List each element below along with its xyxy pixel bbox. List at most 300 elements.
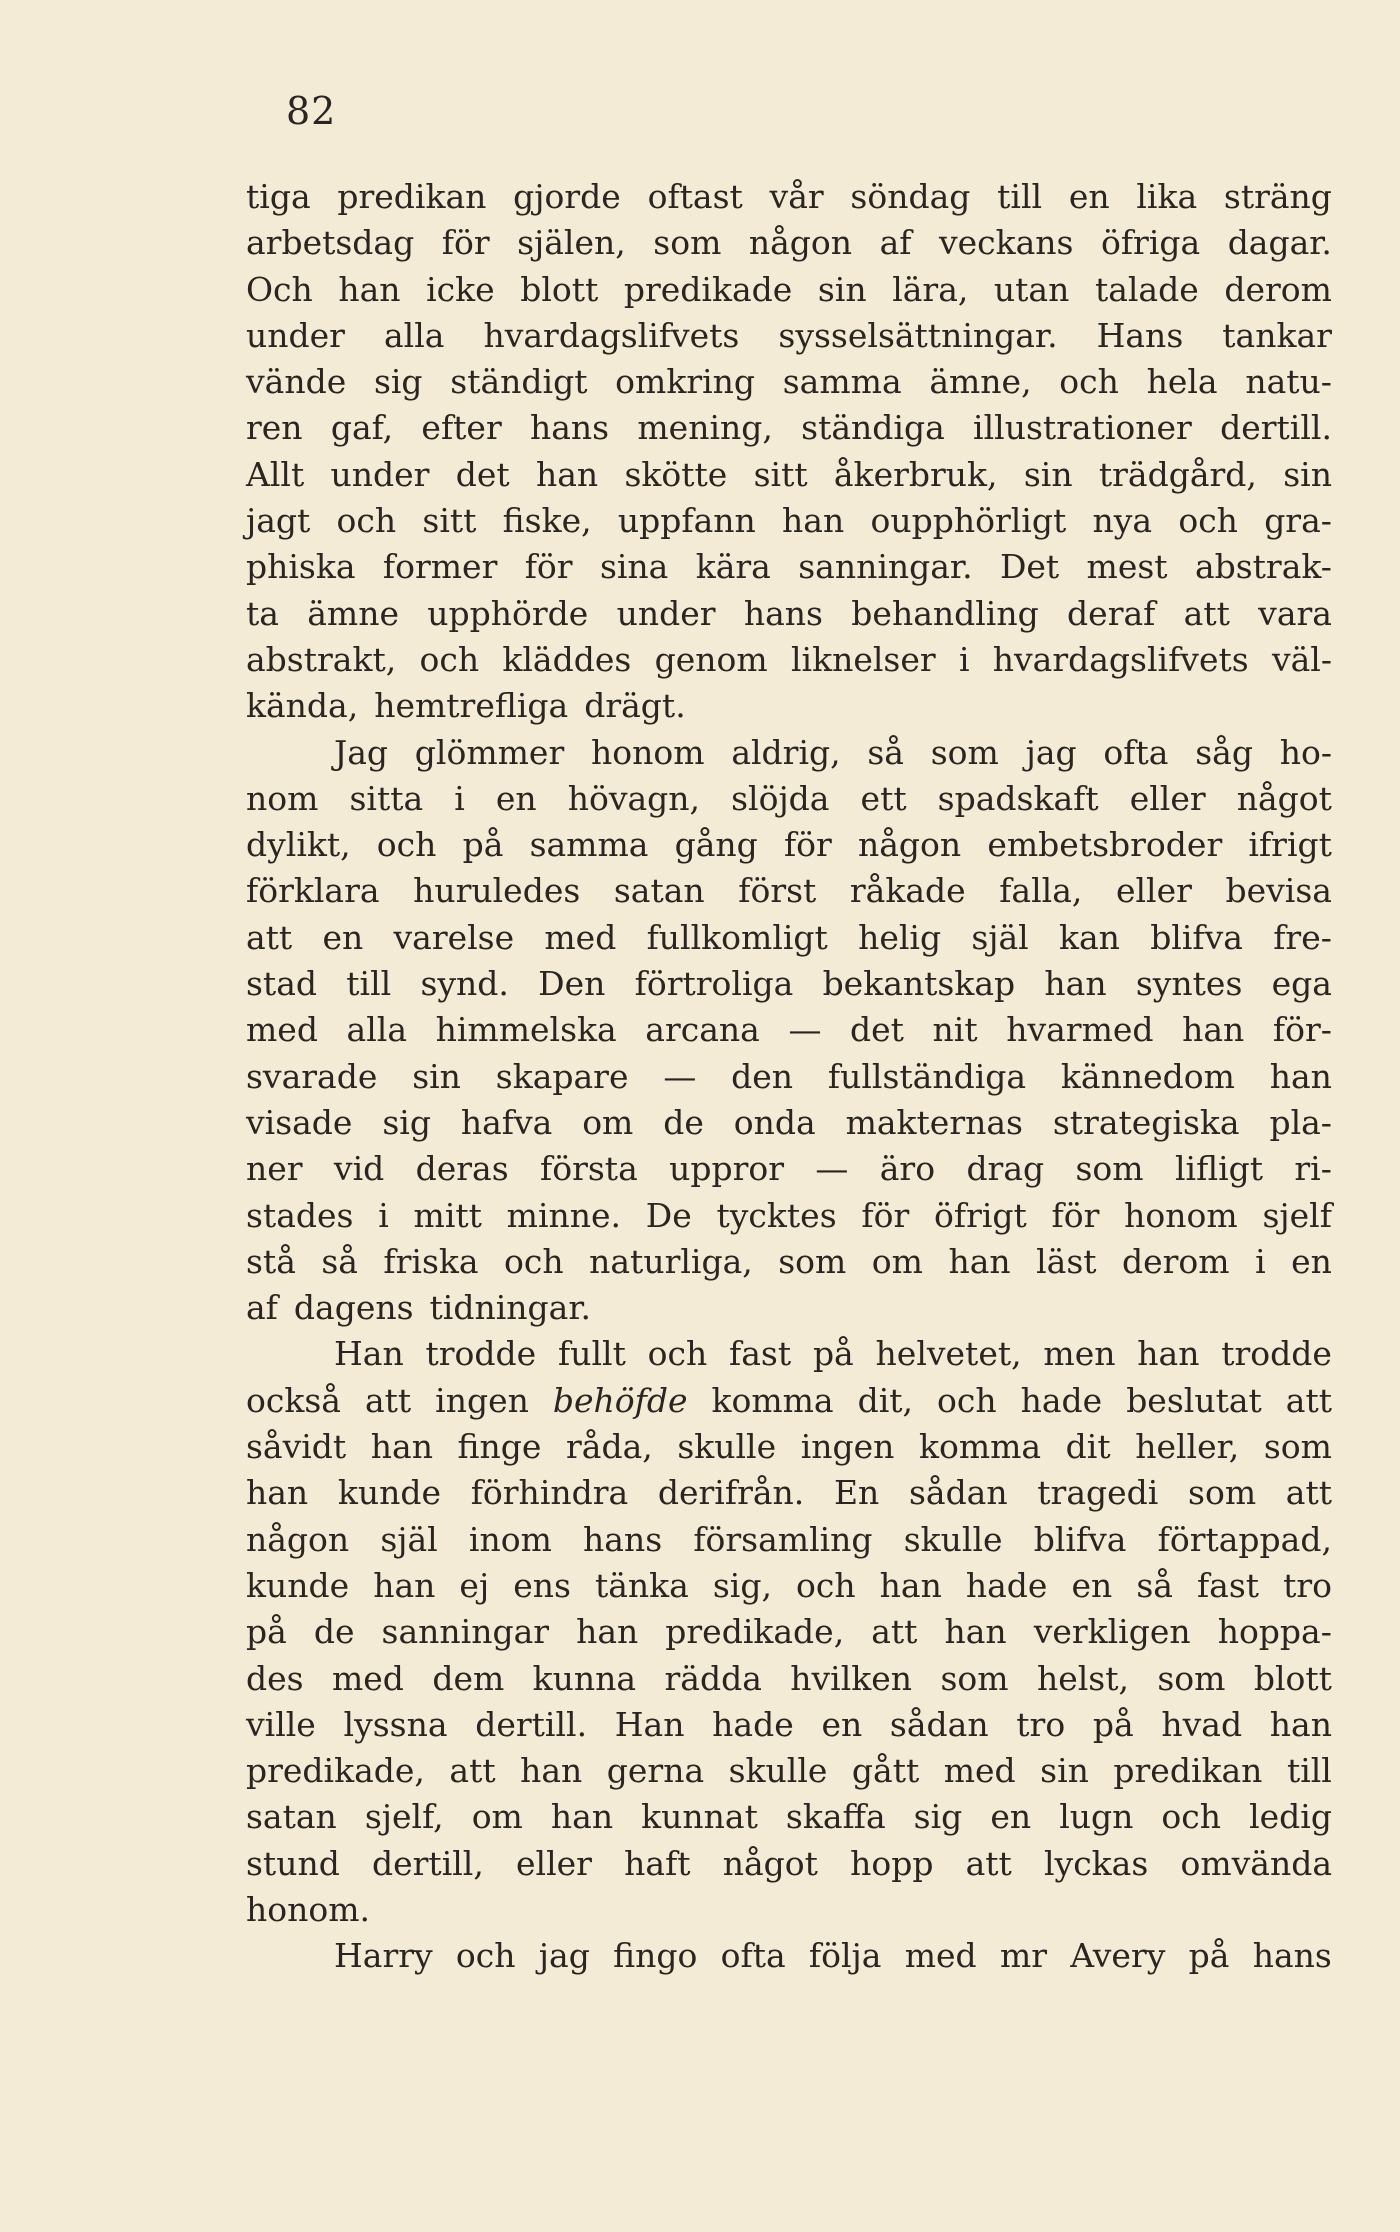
word: att	[1183, 593, 1230, 633]
word: han	[520, 1751, 583, 1791]
word: han	[338, 269, 401, 309]
word: han	[948, 1241, 1011, 1281]
word: satan	[246, 1797, 337, 1837]
word: dem	[432, 1658, 505, 1698]
text-line	[246, 1424, 1332, 1470]
word: kunnat	[641, 1797, 758, 1837]
word: ingen	[800, 1427, 895, 1467]
word: Och	[246, 269, 313, 309]
text-line	[246, 1933, 1332, 1979]
word: helig	[858, 917, 942, 957]
word: råkade	[849, 871, 966, 911]
word: någon	[748, 223, 853, 263]
word: gång	[674, 825, 758, 865]
text-line	[246, 1100, 1332, 1146]
word: af	[879, 223, 912, 263]
word: till	[1286, 1751, 1332, 1791]
word: skulle	[903, 1519, 1003, 1559]
word: sådan	[908, 1473, 1008, 1513]
word: hopp	[850, 1843, 934, 1883]
word: sin	[412, 1056, 461, 1096]
word: såvidt	[246, 1427, 347, 1467]
word: med	[904, 1936, 977, 1976]
word: ifrigt	[1248, 825, 1332, 865]
word: hade	[1020, 1380, 1103, 1420]
word: samma	[529, 825, 649, 865]
word: strategiska	[1052, 1102, 1240, 1142]
word: ega	[1271, 964, 1332, 1004]
word: till	[997, 177, 1043, 216]
word: han	[944, 1612, 1007, 1652]
word: också	[246, 1380, 341, 1420]
word: blifva	[1033, 1519, 1127, 1559]
word: behöfde	[552, 1380, 688, 1420]
word: en	[1071, 1565, 1113, 1605]
word: med	[943, 1751, 1016, 1791]
text-line	[246, 1146, 1332, 1192]
word: hafva	[460, 1102, 553, 1142]
word: heller,	[1135, 1427, 1240, 1467]
word: vid	[333, 1149, 385, 1189]
word: som	[653, 223, 722, 263]
word: fiske,	[502, 501, 592, 541]
word: hade	[712, 1704, 794, 1744]
text-line	[246, 591, 1332, 637]
word: dertill.	[1220, 408, 1332, 448]
word: förhindra	[470, 1473, 629, 1513]
word: slöjda	[731, 778, 830, 818]
word: för	[1051, 1195, 1100, 1235]
page-number: 82	[286, 89, 337, 133]
word: Allt	[246, 454, 305, 494]
word: hvardagslifvets	[992, 639, 1249, 679]
word: natu-	[1245, 362, 1332, 402]
word: De	[645, 1195, 692, 1235]
word: som	[1157, 1658, 1226, 1698]
word: fullkomligt	[646, 917, 828, 957]
word: ämne,	[929, 362, 1032, 402]
word: Han	[334, 1334, 404, 1374]
word: hvardagslifvets	[483, 315, 740, 355]
text-line	[246, 1794, 1332, 1840]
word: såg	[1195, 732, 1253, 772]
word: eller	[516, 1843, 592, 1883]
word: ofta	[720, 1936, 786, 1976]
word: och	[419, 639, 480, 679]
text-line	[246, 637, 1332, 683]
word: mitt	[413, 1195, 482, 1235]
word: först	[738, 871, 817, 911]
word: sina	[599, 547, 669, 587]
word: minne.	[506, 1195, 622, 1235]
word: själen,	[517, 223, 626, 263]
word: sitta	[349, 778, 424, 818]
word: för	[441, 223, 490, 263]
word: men	[1043, 1334, 1116, 1374]
word: så	[1136, 1565, 1173, 1605]
word: och	[455, 1936, 516, 1976]
word: drag	[966, 1149, 1045, 1189]
word: sin	[1023, 454, 1073, 494]
word: falla,	[999, 871, 1083, 911]
word: så	[321, 1241, 358, 1281]
word: ledig	[1249, 1797, 1332, 1837]
word: dit,	[857, 1380, 914, 1420]
word: hans	[1252, 1936, 1332, 1976]
word: phiska	[246, 547, 356, 587]
word: en	[495, 778, 537, 818]
text-line	[246, 1331, 1332, 1377]
word: vände	[246, 362, 347, 402]
word: kan	[1059, 917, 1120, 957]
word: skaffa	[785, 1797, 886, 1837]
word: bevisa	[1225, 871, 1332, 911]
word: jag	[1025, 732, 1077, 772]
word: gått	[851, 1751, 920, 1791]
word: under	[330, 454, 430, 494]
word: synd.	[420, 964, 509, 1004]
word: förtroliga	[634, 964, 794, 1004]
word: trädgård,	[1098, 454, 1257, 494]
word: alla	[346, 1010, 408, 1050]
word: nit	[932, 1010, 978, 1050]
word: lifligt	[1174, 1149, 1264, 1189]
word: hade	[965, 1565, 1048, 1605]
word: öfrigt	[934, 1195, 1027, 1235]
word: kända,	[246, 686, 359, 726]
word: bekantskap	[822, 964, 1016, 1004]
word: ett	[860, 778, 907, 818]
word: i	[1255, 1241, 1266, 1281]
word: församling	[693, 1519, 873, 1559]
word: tragedi	[1037, 1473, 1159, 1513]
word: af	[246, 1288, 278, 1328]
word: ständiga	[801, 408, 945, 448]
text-line	[246, 1702, 1332, 1748]
word: derifrån.	[657, 1473, 805, 1513]
word: dertill,	[372, 1843, 484, 1883]
text-line	[246, 544, 1332, 590]
word: i	[454, 778, 465, 818]
text-line	[246, 1609, 1332, 1655]
word: de	[313, 1612, 355, 1652]
body-text	[246, 174, 1332, 1980]
word: talade	[1094, 269, 1199, 309]
word: nya	[1092, 501, 1153, 541]
word: hemtrefliga	[374, 686, 569, 726]
word: och	[647, 1334, 708, 1374]
word: lugn	[1059, 1797, 1134, 1837]
word: kära	[695, 547, 771, 587]
text-line	[246, 174, 1332, 220]
word: mest	[1086, 547, 1168, 587]
text-line	[246, 776, 1332, 822]
word: predikan	[337, 177, 487, 216]
word: trodde	[425, 1334, 537, 1374]
word: för	[861, 1195, 910, 1235]
word: Den	[538, 964, 606, 1004]
word: honom.	[246, 1889, 371, 1929]
word: efter	[421, 408, 502, 448]
word: en	[1291, 1241, 1332, 1281]
word: mening,	[637, 408, 773, 448]
word: icke	[426, 269, 495, 309]
word: tycktes	[716, 1195, 837, 1235]
word: jag	[538, 1936, 590, 1976]
word: honom	[1124, 1195, 1238, 1235]
word: läst	[1036, 1241, 1097, 1281]
word: söndag	[850, 177, 971, 216]
word: med	[544, 917, 617, 957]
word: om	[471, 1797, 523, 1837]
word: mr	[999, 1936, 1048, 1976]
word: trodde	[1221, 1334, 1332, 1374]
word: dagar.	[1227, 223, 1332, 263]
word: förklara	[246, 871, 380, 911]
word: stå	[246, 1241, 296, 1281]
text-line	[246, 405, 1332, 451]
word: och	[1059, 362, 1119, 402]
text-line	[246, 1563, 1332, 1609]
word: på	[246, 1612, 287, 1652]
word: att	[871, 1612, 918, 1652]
word: behandling	[851, 593, 1039, 633]
word: spadskaft	[937, 778, 1099, 818]
word: satan	[613, 871, 705, 911]
word: rädda	[664, 1658, 762, 1698]
word: på	[462, 825, 504, 865]
word: embetsbroder	[987, 825, 1223, 865]
word: ofta	[1103, 732, 1169, 772]
word: för	[783, 825, 832, 865]
word: stad	[246, 964, 317, 1004]
word: hvad	[1161, 1704, 1243, 1744]
word: fre-	[1273, 917, 1332, 957]
word: och	[504, 1241, 564, 1281]
word: om	[582, 1102, 634, 1142]
word: utan	[993, 269, 1070, 309]
text-line	[246, 730, 1332, 776]
word: sanningar.	[798, 547, 973, 587]
word: helvetet,	[875, 1334, 1022, 1374]
word: tiga	[246, 177, 311, 216]
word: omkring	[615, 362, 756, 402]
word: oupphörligt	[870, 501, 1067, 541]
word: på	[812, 1334, 854, 1374]
word: lika	[1136, 177, 1198, 216]
text-line	[246, 1517, 1332, 1563]
word: kunna	[532, 1658, 637, 1698]
word: tro	[1283, 1565, 1332, 1605]
text-line	[246, 1193, 1332, 1239]
word: sin	[1283, 454, 1332, 494]
word: han	[535, 454, 599, 494]
word: vara	[1258, 593, 1332, 633]
word: och	[937, 1380, 997, 1420]
word: helst,	[1036, 1658, 1129, 1698]
word: blott	[520, 269, 599, 309]
word: uppfann	[617, 501, 756, 541]
word: det	[850, 1010, 904, 1050]
word: skötte	[624, 454, 728, 494]
word: i	[958, 639, 970, 679]
word: abstrakt,	[246, 639, 397, 679]
word: des	[246, 1658, 304, 1698]
word: illustrationer	[973, 408, 1192, 448]
word: själ	[971, 917, 1029, 957]
word: beslutat	[1126, 1380, 1262, 1420]
word: dagens	[293, 1288, 414, 1328]
word: lyssna	[343, 1704, 448, 1744]
word: nom	[246, 778, 319, 818]
word: dit	[1065, 1427, 1111, 1467]
word: finge	[457, 1427, 542, 1467]
word: han	[550, 1797, 614, 1837]
text-line	[246, 822, 1332, 868]
word: de	[663, 1102, 704, 1142]
word: det	[455, 454, 510, 494]
word: gra-	[1264, 501, 1332, 541]
word: pla-	[1269, 1102, 1332, 1142]
text-line	[246, 1239, 1332, 1285]
word: och	[336, 501, 397, 541]
word: eller	[1129, 778, 1206, 818]
text-line	[246, 220, 1332, 266]
text-line	[246, 1378, 1332, 1424]
word: upphörde	[427, 593, 589, 633]
word: sig	[913, 1797, 963, 1837]
word: arcana	[645, 1010, 760, 1050]
word: abstrak-	[1194, 547, 1332, 587]
word: skulle	[728, 1751, 828, 1791]
word: ville	[246, 1704, 316, 1744]
word: predikade	[623, 269, 793, 309]
word: Avery	[1070, 1936, 1166, 1976]
word: komma	[711, 1380, 834, 1420]
word: predikade,	[665, 1612, 845, 1652]
word: dertill.	[475, 1704, 588, 1744]
word: Hans	[1096, 315, 1184, 355]
word: och	[796, 1565, 856, 1605]
word: jagt	[246, 501, 311, 541]
word: sanningar	[381, 1612, 550, 1652]
word: verkligen	[1033, 1612, 1191, 1652]
word: kännedom	[1060, 1056, 1235, 1096]
word: former	[382, 547, 498, 587]
word: hvarmed	[1006, 1010, 1154, 1050]
word: sjelf	[1262, 1195, 1332, 1235]
word: ämne	[307, 593, 399, 633]
word: med	[331, 1658, 404, 1698]
word: lyckas	[1044, 1843, 1149, 1883]
word: varelse	[393, 917, 515, 957]
word: gerna	[606, 1751, 705, 1791]
word: kunde	[246, 1565, 350, 1605]
word: deras	[415, 1149, 509, 1189]
word: om	[871, 1241, 923, 1281]
word: sig,	[712, 1565, 772, 1605]
word: att	[1285, 1473, 1332, 1513]
word: predikan	[1113, 1751, 1263, 1791]
word: ingen	[435, 1380, 529, 1420]
word: Han	[614, 1704, 685, 1744]
word: inom	[468, 1519, 552, 1559]
word: ner	[246, 1149, 303, 1189]
word: en	[322, 917, 364, 957]
word: blifva	[1150, 917, 1243, 957]
text-line	[246, 1054, 1332, 1100]
word: komma	[918, 1427, 1042, 1467]
word: följa	[808, 1936, 882, 1976]
word: för	[524, 547, 573, 587]
word: med	[246, 1010, 318, 1050]
word: —	[788, 1010, 822, 1050]
word: sig	[373, 362, 423, 402]
text-line	[246, 313, 1332, 359]
word: vår	[769, 177, 824, 216]
word: glömmer	[414, 732, 565, 772]
word: —	[663, 1056, 697, 1096]
word: han	[1269, 1056, 1332, 1096]
word: En	[833, 1473, 880, 1513]
word: omvända	[1180, 1843, 1332, 1883]
word: alla	[383, 315, 445, 355]
word: kläddes	[502, 639, 632, 679]
word: för-	[1272, 1010, 1332, 1050]
word: i	[378, 1195, 389, 1235]
word: ri-	[1294, 1149, 1332, 1189]
word: fast	[729, 1334, 792, 1374]
word: något	[1236, 778, 1332, 818]
word: lära,	[892, 269, 969, 309]
word: en	[1068, 177, 1110, 216]
word: under	[616, 593, 716, 633]
text-line	[246, 1887, 1332, 1933]
word: oftast	[647, 177, 743, 216]
word: till	[346, 964, 392, 1004]
word: liknelser	[790, 639, 936, 679]
word: tänka	[594, 1565, 689, 1605]
word: och	[376, 825, 437, 865]
word: samma	[782, 362, 902, 402]
word: att	[246, 917, 293, 957]
text-line	[246, 1656, 1332, 1702]
word: sysselsättningar.	[778, 315, 1058, 355]
word: han	[782, 501, 845, 541]
word: råda,	[566, 1427, 653, 1467]
word: sträng	[1223, 177, 1332, 216]
word: —	[815, 1149, 849, 1189]
text-line	[246, 1748, 1332, 1794]
word: sjelf,	[364, 1797, 444, 1837]
word: han	[1269, 1704, 1332, 1744]
word: Harry	[334, 1936, 433, 1976]
word: att	[965, 1843, 1012, 1883]
word: att	[1285, 1380, 1332, 1420]
word: hövagn,	[567, 778, 701, 818]
word: han	[373, 1565, 436, 1605]
text-line	[246, 267, 1332, 313]
word: genom	[654, 639, 768, 679]
word: ej	[459, 1565, 490, 1605]
word: han	[879, 1565, 942, 1605]
word: Jag	[334, 732, 389, 772]
word: skulle	[677, 1427, 777, 1467]
word: äro	[879, 1149, 936, 1189]
word: hoppa-	[1217, 1612, 1332, 1652]
word: himmelska	[435, 1010, 617, 1050]
word: en	[990, 1797, 1032, 1837]
